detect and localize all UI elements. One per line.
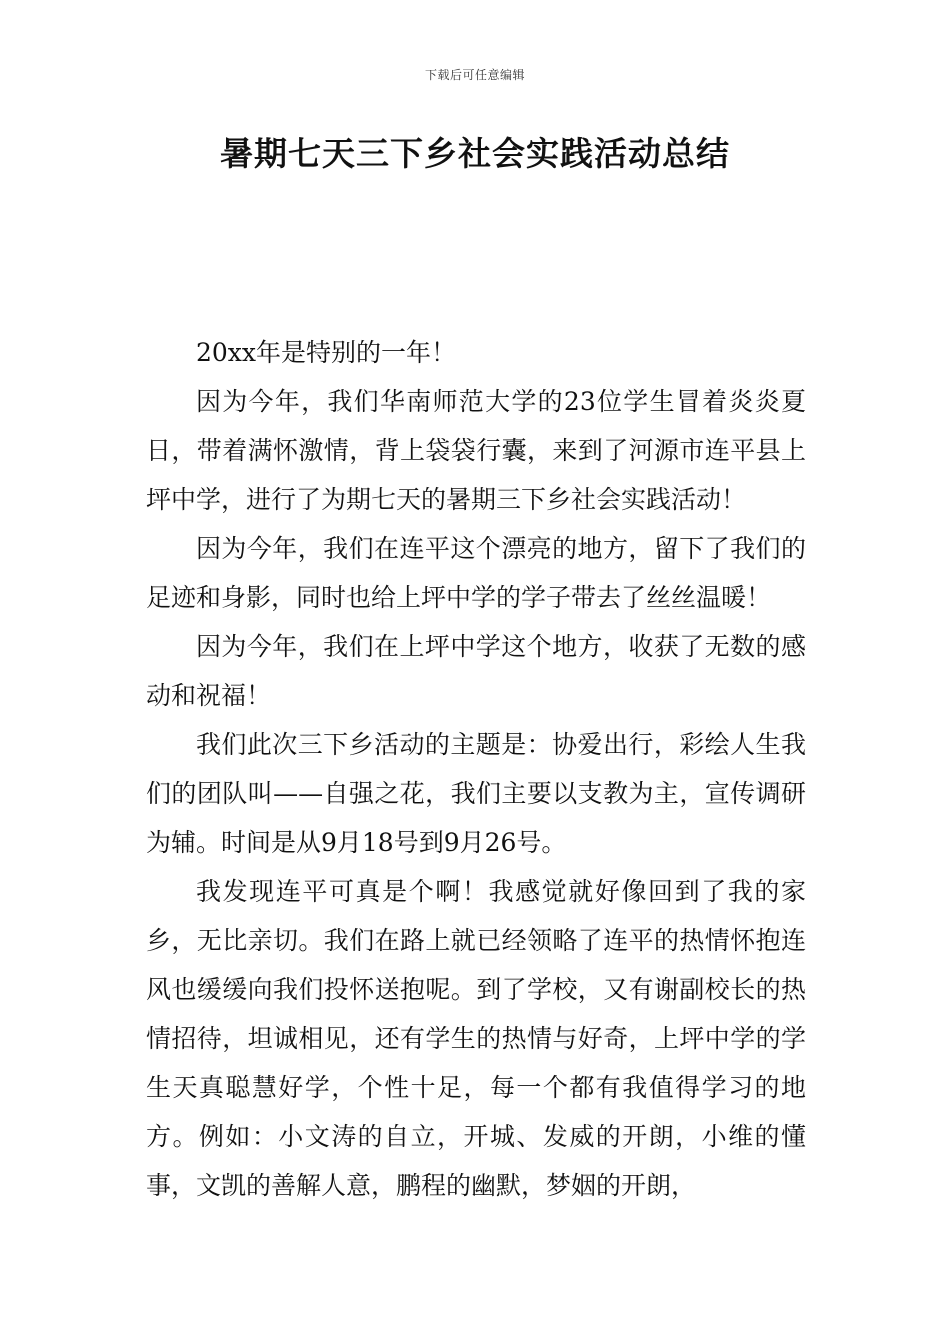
document-title: 暑期七天三下乡社会实践活动总结 xyxy=(220,134,730,173)
paragraph-2: 因为今年，我们华南师范大学的23位学生冒着炎炎夏日，带着满怀激情，背上袋袋行囊，来到了河源市连平县上坪中学，进行了为期七天的暑期三下乡社会实践活动！ xyxy=(146,387,806,514)
paragraph-3: 因为今年，我们在连平这个漂亮的地方，留下了我们的足迹和身影，同时也给上坪中学的学子带去了丝丝温暖！ xyxy=(146,534,806,612)
paragraph-4: 因为今年，我们在上坪中学这个地方，收获了无数的感动和祝福！ xyxy=(146,632,806,710)
header-note: 下载后可任意编辑 xyxy=(424,68,525,82)
paragraph-5: 我们此次三下乡活动的主题是：协爱出行，彩绘人生我们的团队叫——自强之花，我们主要以支教为主，宣传调研为辅。时间是从9月18号到9月26号。 xyxy=(146,730,806,857)
paragraph-1: 20xx年是特别的一年！ xyxy=(196,338,457,367)
document-body xyxy=(146,328,806,1210)
paragraph-6: 我发现连平可真是个啊！我感觉就好像回到了我的家乡，无比亲切。我们在路上就已经领略了连平的热情怀抱连风也缓缓向我们投怀送抱呢。到了学校，又有谢副校长的热情招待，坦诚相见，还有学生的热情与好奇，上坪中学的学生天真聪慧好学，个性十足，每一个都有我值得学习的地方。例如：小文涛的自立，开城、发威的开朗，小维的懂事，文凯的善解人意，鹏程的幽默，梦姻的开朗， xyxy=(146,877,806,1200)
